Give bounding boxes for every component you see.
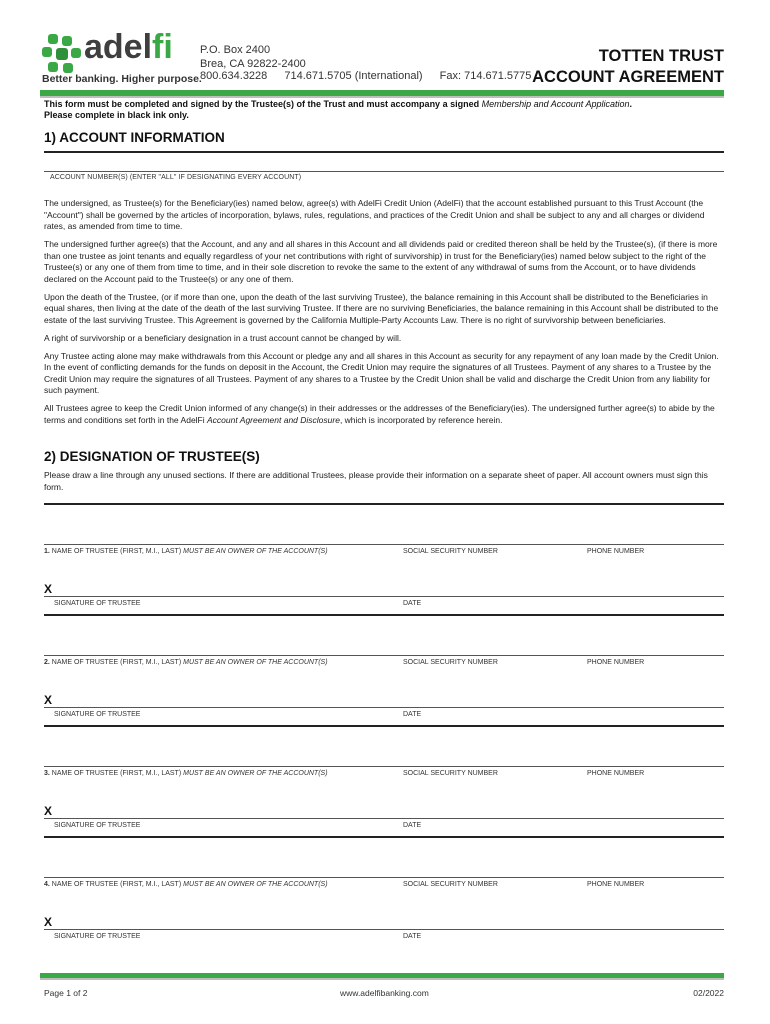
- trustee-2-phone-label: PHONE NUMBER: [587, 659, 645, 666]
- agreement-paragraph: A right of survivorship or a beneficiary designation in a trust account cannot be changed by will.: [44, 332, 402, 343]
- agreement-paragraph: All Trustees agree to keep the Credit Union informed of any change(s) in their addresses or the addresses of the Beneficiary(ies). The undersigned further agree(s) to abide by the terms and conditions set forth in the AdelFi Account Agreement and Disclosure, which is incorporated by reference herein.: [44, 403, 715, 425]
- trustee-4-name-label: 4. NAME OF TRUSTEE (FIRST, M.I., LAST) MUST BE AN OWNER OF THE ACCOUNT(S): [44, 881, 328, 888]
- trustee-2-name-line[interactable]: [44, 655, 724, 656]
- section-2-intro: Please draw a line through any unused sections. If there are additional Trustees, please provide their information on a separate sheet of paper. All account owners must sign this form.: [44, 470, 708, 492]
- trustee-4-signature-x: X: [44, 915, 53, 929]
- phone-intl: 714.671.5705 (International): [284, 70, 423, 82]
- agreement-text: [44, 198, 724, 433]
- trustee-3-date-label: DATE: [403, 822, 422, 829]
- section-1-rule: [44, 151, 724, 153]
- trustee-4-ssn-label: SOCIAL SECURITY NUMBER: [403, 881, 498, 888]
- trustee-4-signature-line[interactable]: [44, 929, 724, 930]
- instructions: This form must be completed and signed by the Trustee(s) of the Trust and must accompany a signed Membership and Account Application. Please complete in black ink only.: [44, 99, 633, 120]
- agreement-paragraph: The undersigned further agree(s) that the Account, and any and all shares in this Account and all dividends paid or credited thereon shall be held by the Trustee(s), (if there is more than one trustee as joint tenants and equally regardless of your net contributions with right of survivorship) in trust for the Beneficiary(ies) named below subject to the right of the Trustee(s) or any one of them from time to time, and in their sole discretion to revoke the same to the extent of any withdrawal of sums from the Account, or to have dividends declared on the Account paid to the Trustee(s) or any one of them.: [44, 239, 718, 284]
- footer-gray-bar: [40, 978, 724, 980]
- trustee-1-name-line[interactable]: [44, 544, 724, 545]
- trustee-4-name-line[interactable]: [44, 877, 724, 878]
- fax: Fax: 714.671.5775: [439, 70, 532, 82]
- trustee-1-date-label: DATE: [403, 600, 422, 607]
- trustee-1-name-label: 1. NAME OF TRUSTEE (FIRST, M.I., LAST) MUST BE AN OWNER OF THE ACCOUNT(S): [44, 548, 328, 555]
- trustee-1-signature-line[interactable]: [44, 596, 724, 597]
- agreement-paragraph: Any Trustee acting alone may make withdrawals from this Account or pledge any and all shares in this Account as security for any repayment of any loan made by the Credit Union. In the event of conflicting demands for the funds on deposit in the Account, the Credit Union may require the signatures of all Trustees. Payment of any shares to a Trustee by the Credit Union may require the signatures of all Trustees. Payment of any shares to a Trustee by the Credit Union shall be valid and discharge the Credit Union from any liability for such payment.: [44, 350, 719, 395]
- trustee-2-top-rule: [44, 614, 724, 616]
- trustee-4-signature-label: SIGNATURE OF TRUSTEE: [54, 933, 141, 940]
- trustee-1-signature-x: X: [44, 582, 53, 596]
- form-date: 02/2022: [693, 988, 724, 998]
- contact-numbers: [200, 70, 545, 82]
- trustee-1-phone-label: PHONE NUMBER: [587, 548, 645, 555]
- header-gray-bar: [40, 96, 724, 98]
- trustee-2-signature-line[interactable]: [44, 707, 724, 708]
- trustee-2-name-label: 2. NAME OF TRUSTEE (FIRST, M.I., LAST) MUST BE AN OWNER OF THE ACCOUNT(S): [44, 659, 328, 666]
- trustee-2-ssn-label: SOCIAL SECURITY NUMBER: [403, 659, 498, 666]
- trustee-4-date-label: DATE: [403, 933, 422, 940]
- agreement-paragraph: The undersigned, as Trustee(s) for the Beneficiary(ies) named below, agree(s) with AdelFi Credit Union (AdelFi) that the account established pursuant to this Trust Account (the "Account") shall be governed by the articles of incorporation, bylaws, rules, regulations, and practices of the Credit Union and shall be subject to any and all charges or dividend rates, as amended from time to time.: [44, 198, 705, 231]
- section-2-heading: 2) DESIGNATION OF TRUSTEE(S): [44, 449, 260, 464]
- account-number-field-line[interactable]: [44, 171, 724, 172]
- trustee-3-signature-x: X: [44, 804, 53, 818]
- website-link[interactable]: www.adelfibanking.com: [340, 988, 429, 998]
- account-number-label: ACCOUNT NUMBER(S) (ENTER "ALL" IF DESIGNATING EVERY ACCOUNT): [50, 174, 302, 181]
- trustee-2-signature-label: SIGNATURE OF TRUSTEE: [54, 711, 141, 718]
- trustee-3-top-rule: [44, 725, 724, 727]
- adelfi-logo-mark: [42, 34, 82, 74]
- trustee-1-ssn-label: SOCIAL SECURITY NUMBER: [403, 548, 498, 555]
- trustee-2-signature-x: X: [44, 693, 53, 707]
- page-number: Page 1 of 2: [44, 988, 88, 998]
- trustee-2-date-label: DATE: [403, 711, 422, 718]
- trustee-3-ssn-label: SOCIAL SECURITY NUMBER: [403, 770, 498, 777]
- trustee-3-name-line[interactable]: [44, 766, 724, 767]
- agreement-paragraph: Upon the death of the Trustee, (or if more than one, upon the death of the last surviving Trustee), the balance remaining in this Account shall be distributed to the Beneficiaries in equal shares, then living at the date of the death of the last surviving Trustee. If there are no surviving Beneficiaries, the balance remaining in this Account shall be distributed to the estate of the last surviving Trustee. This Agreement is governed by the California Multiple-Party Accounts Law. There is no right of survivorship between beneficiaries.: [44, 291, 719, 325]
- logo-wordmark: adelfi: [84, 28, 173, 66]
- trustee-3-phone-label: PHONE NUMBER: [587, 770, 645, 777]
- trustee-4-phone-label: PHONE NUMBER: [587, 881, 645, 888]
- trustee-1-top-rule: [44, 503, 724, 505]
- trustee-3-name-label: 3. NAME OF TRUSTEE (FIRST, M.I., LAST) MUST BE AN OWNER OF THE ACCOUNT(S): [44, 770, 328, 777]
- form-title: TOTTEN TRUST ACCOUNT AGREEMENT: [532, 47, 724, 86]
- trustee-4-top-rule: [44, 836, 724, 838]
- trustee-3-signature-line[interactable]: [44, 818, 724, 819]
- address: P.O. Box 2400 Brea, CA 92822-2400: [200, 44, 306, 70]
- tagline: Better banking. Higher purpose.: [42, 73, 202, 85]
- trustee-1-signature-label: SIGNATURE OF TRUSTEE: [54, 600, 141, 607]
- trustee-3-signature-label: SIGNATURE OF TRUSTEE: [54, 822, 141, 829]
- phone: 800.634.3228: [200, 70, 268, 82]
- section-1-heading: 1) ACCOUNT INFORMATION: [44, 130, 225, 145]
